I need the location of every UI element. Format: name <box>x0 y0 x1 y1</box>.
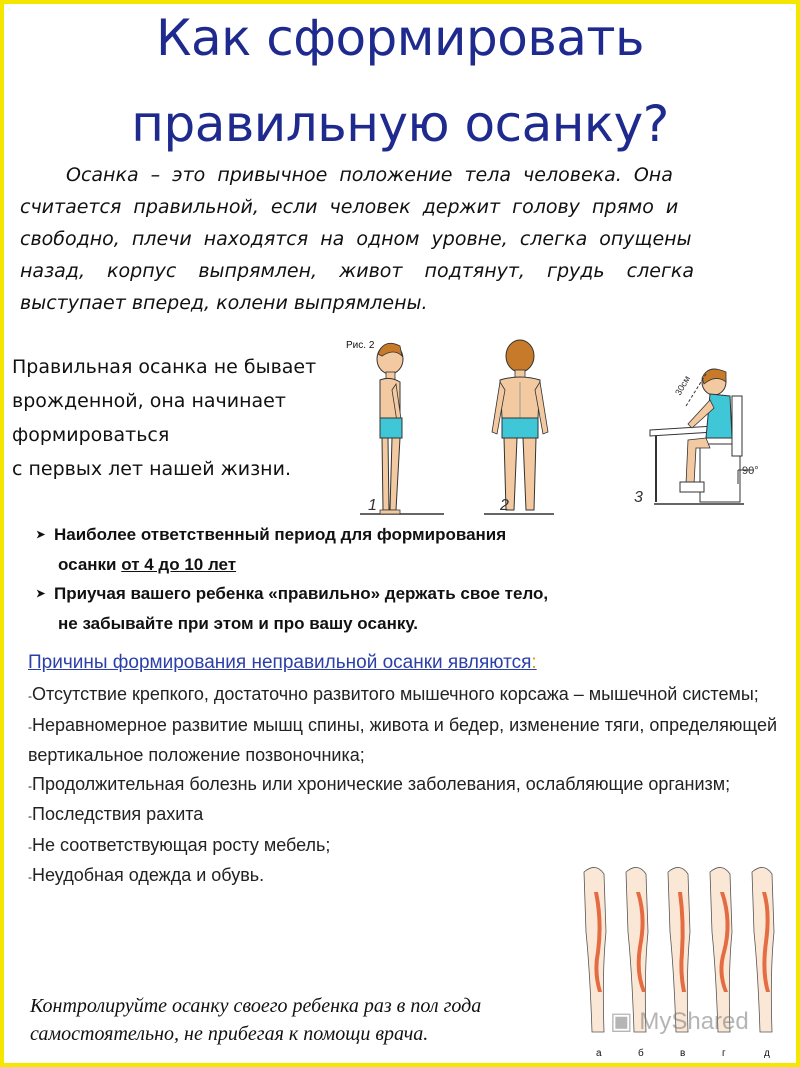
bullet-text: Приучая вашего ребенка «правильно» держать свое тело, <box>54 584 549 603</box>
figure-label-1: 1 <box>368 497 377 514</box>
intro-line: Осанка – это привычное положение тела человека. Она <box>66 164 673 186</box>
cause-text: Последствия рахита <box>32 804 204 824</box>
cause-item: -Неудобная одежда и обувь. <box>28 865 265 885</box>
cause-item: -Неравномерное развитие мышц спины, живота и бедер, изменение тяги, определяющей вертикальное положение позвоночника; <box>28 714 778 765</box>
figure-label-3: 3 <box>634 489 643 506</box>
footer-line: самостоятельно, не прибегая к помощи врача. <box>30 1023 429 1045</box>
watermark-icon: ▣ <box>610 1008 633 1035</box>
age-range: от 4 до 10 лет <box>121 555 237 574</box>
causes-heading-colon: : <box>531 652 537 673</box>
bullet-item <box>36 520 548 550</box>
cause-text: Неравномерное развитие мышц спины, живота и бедер, изменение тяги, определяющей вертикальное положение позвоночника; <box>28 714 778 765</box>
intro-line: свободно, плечи находятся на одном уровне, слегка опущены <box>20 228 692 250</box>
cause-item: -Последствия рахита <box>28 804 204 824</box>
page-title-line-1: Как сформировать <box>155 9 645 67</box>
watermark-text: MyShared <box>639 1008 749 1035</box>
figure-caption: Рис. 2 <box>346 340 375 351</box>
bullet-text: не забывайте при этом и про вашу осанку. <box>58 614 419 633</box>
key-points <box>36 520 548 638</box>
spine-label: г <box>722 1048 726 1059</box>
footer-line: Контролируйте осанку своего ребенка раз в пол года <box>30 995 482 1017</box>
desk-child <box>650 369 754 502</box>
causes-heading-text: Причины формирования неправильной осанки являются <box>28 652 532 673</box>
cause-item: -Отсутствие крепкого, достаточно развитого мышечного корсажа – мышечной системы; <box>28 684 759 704</box>
watermark <box>610 1007 749 1036</box>
cause-item: -Не соответствующая росту мебель; <box>28 834 331 855</box>
bullet-item <box>36 579 548 609</box>
cause-item: -Продолжительная болезнь или хронические заболевания, ослабляющие организм; <box>28 773 731 794</box>
causes-heading <box>28 652 537 674</box>
congenital-line: с первых лет нашей жизни. <box>12 458 291 480</box>
posture-drawing <box>354 334 794 524</box>
intro-line: считается правильной, если человек держит голову прямо и <box>20 196 679 218</box>
page-title-line-2: правильную осанку? <box>131 95 669 153</box>
bullet-text: осанки <box>58 555 122 574</box>
posture-figure <box>346 334 794 524</box>
angle-label: 90° <box>742 465 759 477</box>
congenital-line: Правильная осанка не бывает <box>12 356 317 378</box>
cause-text: Не соответствующая росту мебель; <box>32 834 331 855</box>
spine-label: д <box>764 1048 770 1059</box>
back-view-child <box>492 340 548 510</box>
spine-label: в <box>680 1048 686 1059</box>
spine-label: б <box>638 1048 644 1059</box>
distance-label: 30см <box>673 374 693 397</box>
spine-label: а <box>596 1048 602 1059</box>
bullet-arrow-icon: ➤ <box>36 529 46 541</box>
congenital-line: формироваться <box>12 424 170 446</box>
bullet-text: Наиболее ответственный период для формирования <box>54 525 507 544</box>
intro-paragraph <box>20 159 800 319</box>
causes-list <box>28 680 778 892</box>
congenital-line: врожденной, она начинает <box>12 390 286 412</box>
figure-label-2: 2 <box>500 497 509 514</box>
side-view-child <box>377 343 403 514</box>
intro-line: выступает вперед, колени выпрямлены. <box>20 292 428 314</box>
bullet-item-continued <box>36 609 548 638</box>
cause-text: Отсутствие крепкого, достаточно развитого мышечного корсажа – мышечной системы; <box>32 684 759 704</box>
bullet-arrow-icon: ➤ <box>36 588 46 600</box>
footer-note <box>30 992 481 1048</box>
bullet-item-continued <box>36 550 548 579</box>
cause-text: Неудобная одежда и обувь. <box>32 865 265 885</box>
intro-line: назад, корпус выпрямлен, живот подтянут, грудь слегка <box>20 260 695 282</box>
congenital-paragraph <box>12 350 316 486</box>
cause-text: Продолжительная болезнь или хронические заболевания, ослабляющие организм; <box>32 773 731 794</box>
